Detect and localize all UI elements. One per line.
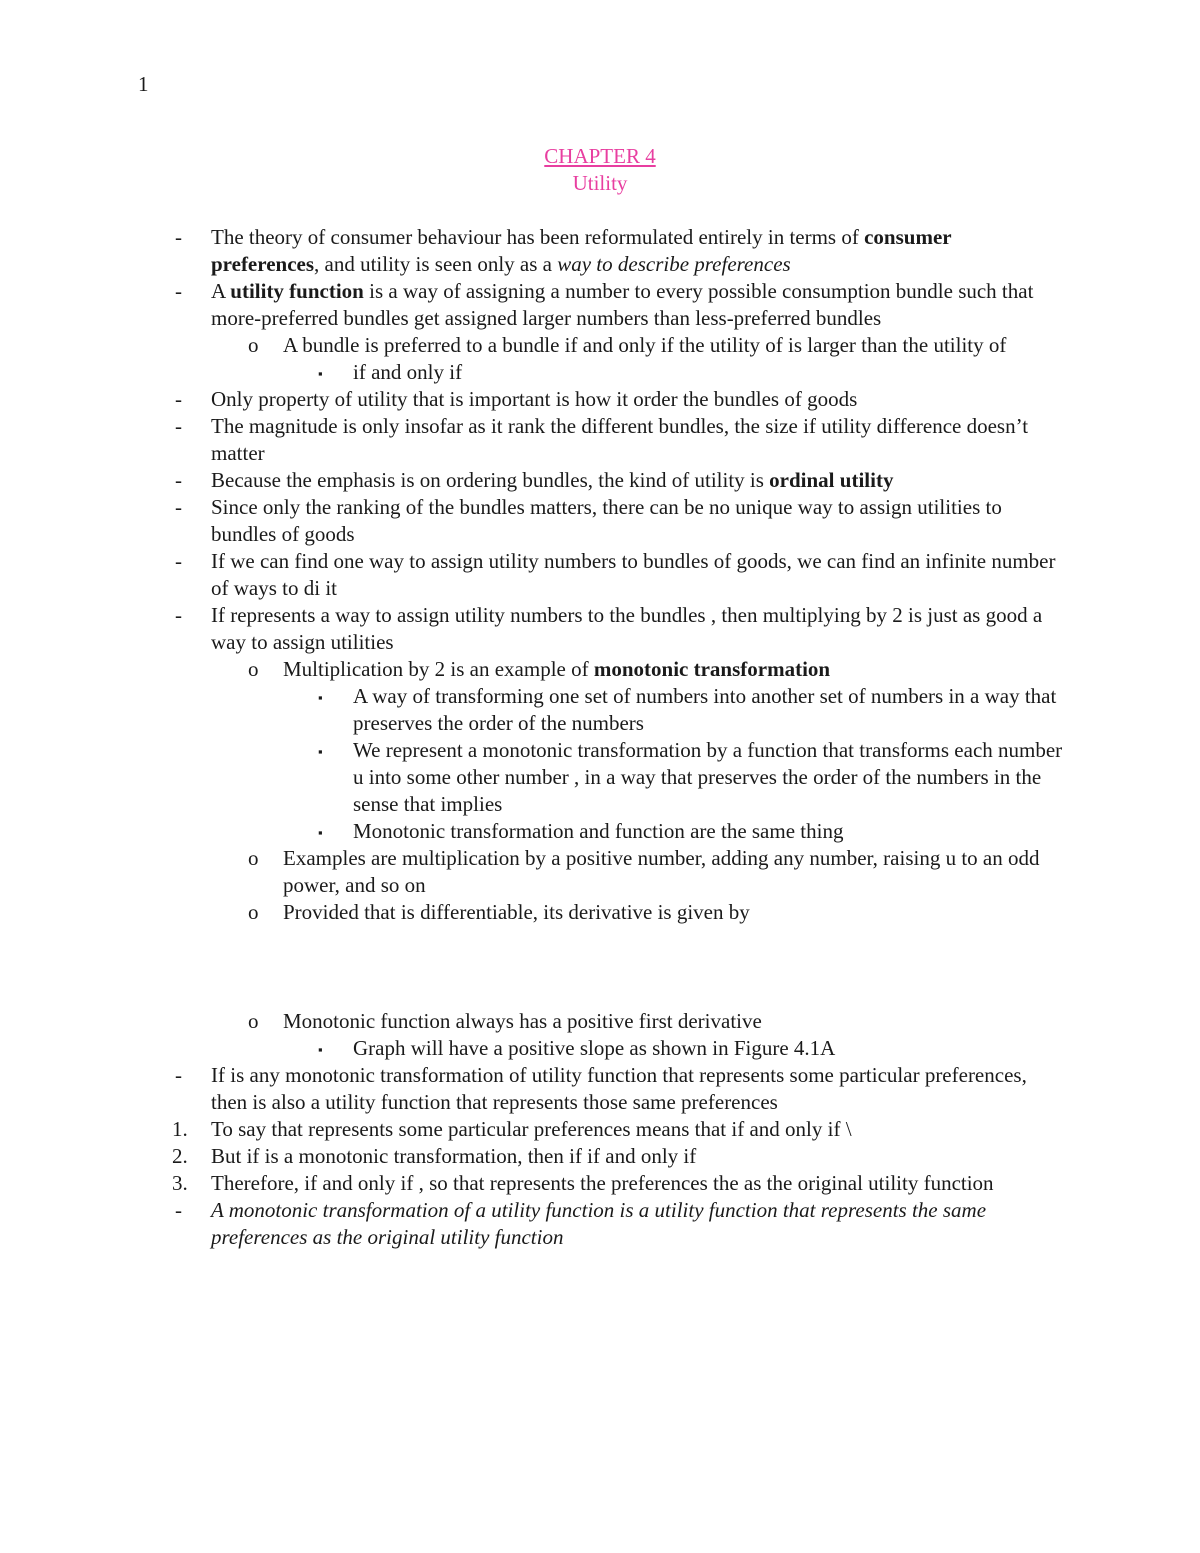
dash-bullet: -: [175, 225, 182, 249]
text-run: A way of transforming one set of numbers into another set of numbers in a way that preserves the order of the numbers: [353, 684, 1057, 735]
bold-term: monotonic transformation: [593, 657, 831, 681]
bullet-list: [0, 224, 1200, 1251]
list-item-text: [353, 737, 1063, 818]
list-item-text: [211, 278, 1061, 332]
dash-bullet: -: [175, 387, 182, 411]
italic-text: A monotonic transformation of a utility function is a utility function that represents the same preferences as the original utility function: [211, 1198, 987, 1249]
dash-bullet: -: [175, 414, 182, 438]
page-number: 1: [138, 72, 149, 96]
list-item-text: [211, 413, 1061, 467]
bold-term: consumer preferences: [211, 225, 952, 276]
list-item: [0, 467, 1061, 494]
text-run: A bundle is preferred to a bundle if and only if the utility of is larger than the utility of: [283, 333, 1007, 357]
list-item: [0, 224, 1061, 278]
numbered-item: [0, 1116, 1061, 1143]
text-run: To say that represents some particular preferences means that if and only if \: [211, 1117, 852, 1141]
text-run: Provided that is differentiable, its derivative is given by: [283, 900, 750, 924]
dash-bullet: -: [175, 279, 182, 303]
list-item-text: [283, 899, 1063, 926]
text-run: Since only the ranking of the bundles matters, there can be no unique way to assign utilities to bundles of goods: [211, 495, 1002, 546]
list-item: [0, 332, 1063, 359]
list-item-text: [211, 1143, 1061, 1170]
text-run: But if is a monotonic transformation, then if if and only if: [211, 1144, 697, 1168]
list-item-text: [211, 467, 1061, 494]
list-item: [0, 683, 1063, 737]
square-bullet-icon: ▪: [318, 825, 323, 840]
text-run: Multiplication by 2 is an example of: [283, 657, 594, 681]
text-run: We represent a monotonic transformation by a function that transforms each number u into some other number , in a way that preserves the order of the numbers in the sense that implies: [353, 738, 1063, 816]
dash-bullet: -: [175, 603, 182, 627]
numbered-item: [0, 1143, 1061, 1170]
square-bullet-icon: ▪: [318, 690, 323, 705]
list-item-text: [283, 332, 1063, 359]
list-item-text: [211, 548, 1061, 602]
text-run: The magnitude is only insofar as it rank the different bundles, the size if utility difference doesn’t matter: [211, 414, 1029, 465]
list-item-text: [353, 683, 1063, 737]
list-item-text: [211, 1197, 1061, 1251]
dash-bullet: -: [175, 468, 182, 492]
list-item: [0, 737, 1063, 818]
square-bullet-icon: ▪: [318, 744, 323, 759]
text-run: , and utility is seen only as a: [314, 252, 558, 276]
italic-text: way to describe preferences: [557, 252, 791, 276]
dash-bullet: -: [175, 549, 182, 573]
list-item: [0, 1008, 1063, 1035]
list-item-text: [283, 656, 1063, 683]
list-item-text: [353, 359, 1063, 386]
dash-bullet: -: [175, 495, 182, 519]
circle-bullet: o: [248, 657, 259, 681]
list-item: [0, 899, 1063, 926]
list-item-text: [211, 1062, 1061, 1116]
list-item-text: [353, 1035, 1063, 1062]
text-run: if and only if: [353, 360, 463, 384]
list-item: [0, 413, 1061, 467]
list-item-text: [353, 818, 1063, 845]
list-item-text: [283, 1008, 1063, 1035]
numbered-item: [0, 1170, 1061, 1197]
list-item: [0, 386, 1061, 413]
text-run: A: [211, 279, 231, 303]
list-item: [0, 359, 1063, 386]
dash-bullet: -: [175, 1063, 182, 1087]
square-bullet-icon: ▪: [318, 1042, 323, 1057]
equation-gap: [0, 926, 1200, 1008]
text-run: Examples are multiplication by a positive number, adding any number, raising u to an odd power, and so on: [283, 846, 1040, 897]
list-item-text: [283, 845, 1063, 899]
list-item-text: [211, 386, 1061, 413]
text-run: If we can find one way to assign utility numbers to bundles of goods, we can find an infinite number of ways to di it: [211, 549, 1056, 600]
text-run: Monotonic function always has a positive first derivative: [283, 1009, 762, 1033]
chapter-title: CHAPTER 4: [544, 144, 656, 168]
list-item-text: [211, 602, 1061, 656]
dash-bullet: -: [175, 1198, 182, 1222]
list-item: [0, 1062, 1061, 1116]
list-item: [0, 656, 1063, 683]
text-run: Graph will have a positive slope as shown in Figure 4.1A: [353, 1036, 836, 1060]
square-bullet-icon: ▪: [318, 366, 323, 381]
list-item-text: [211, 1170, 1061, 1197]
list-item: [0, 602, 1061, 656]
text-run: Monotonic transformation and function are the same thing: [353, 819, 844, 843]
chapter-subtitle: Utility: [572, 171, 628, 195]
text-run: If represents a way to assign utility numbers to the bundles , then multiplying by 2 is just as good a way to assign utilities: [211, 603, 1043, 654]
text-run: If is any monotonic transformation of utility function that represents some particular preferences, then is also a utility function that represents those same preferences: [211, 1063, 1027, 1114]
list-item: [0, 1197, 1061, 1251]
text-run: Therefore, if and only if , so that represents the preferences the as the original utility function: [211, 1171, 994, 1195]
circle-bullet: o: [248, 900, 259, 924]
bold-term: ordinal utility: [769, 468, 894, 492]
text-run: The theory of consumer behaviour has been reformulated entirely in terms of: [211, 225, 865, 249]
list-item: [0, 548, 1061, 602]
circle-bullet: o: [248, 846, 259, 870]
list-item-text: [211, 224, 1061, 278]
list-number: 3.: [172, 1171, 188, 1195]
list-item: [0, 818, 1063, 845]
list-item: [0, 1035, 1063, 1062]
list-item-text: [211, 494, 1061, 548]
list-item: [0, 845, 1063, 899]
bold-term: utility function: [230, 279, 364, 303]
text-run: Because the emphasis is on ordering bundles, the kind of utility is: [211, 468, 770, 492]
text-run: Only property of utility that is important is how it order the bundles of goods: [211, 387, 858, 411]
list-number: 1.: [172, 1117, 188, 1141]
text-run: is a way of assigning a number to every possible consumption bundle such that more-preferred bundles get assigned larger numbers than less-preferred bundles: [211, 279, 1034, 330]
list-item: [0, 278, 1061, 332]
circle-bullet: o: [248, 1009, 259, 1033]
list-number: 2.: [172, 1144, 188, 1168]
circle-bullet: o: [248, 333, 259, 357]
list-item-text: [211, 1116, 1061, 1143]
list-item: [0, 494, 1061, 548]
